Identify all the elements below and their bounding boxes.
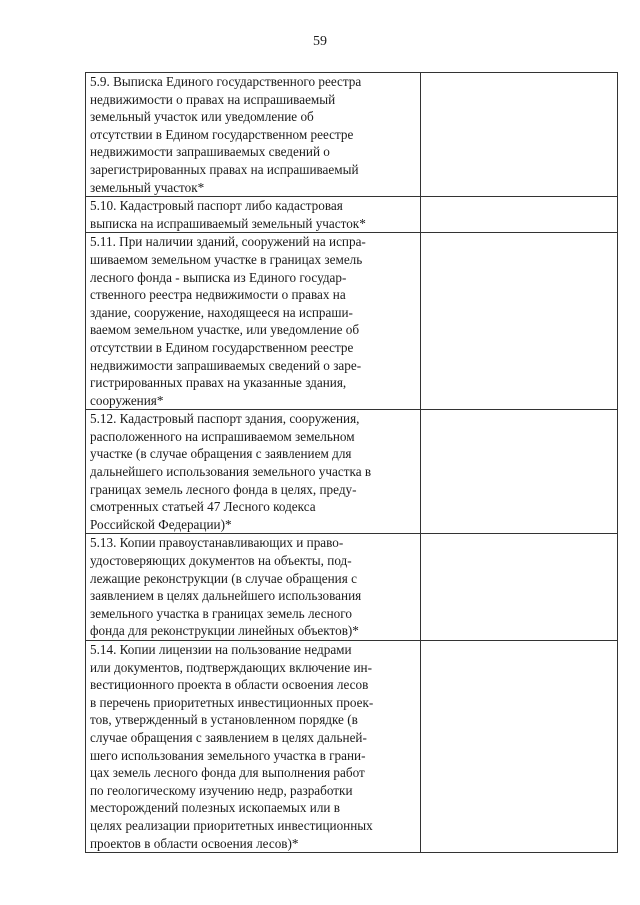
text-line: расположенного на испрашиваемом земельном: [90, 428, 355, 444]
table-row: [86, 641, 618, 853]
text-line: фонда для реконструкции линейных объектов)*: [90, 623, 359, 639]
text-line: зарегистрированных правах на испрашиваемый: [90, 161, 359, 177]
text-line: сооружения*: [90, 392, 164, 408]
text-line: земельного участка в границах земель лесного: [90, 605, 352, 621]
text-line: недвижимости о правах на испрашиваемый: [90, 91, 336, 107]
text-line: выписка на испрашиваемый земельный участок*: [90, 215, 366, 231]
text-line: 5.9. Выписка Единого государственного реестра: [90, 74, 362, 89]
text-line: 5.12. Кадастровый паспорт здания, сооружения,: [90, 411, 360, 427]
text-line: тов, утвержденный в установленном порядке (в: [90, 712, 358, 728]
text-line: шего использования земельного участка в грани-: [90, 747, 366, 763]
text-line: 5.10. Кадастровый паспорт либо кадастровая: [90, 198, 343, 214]
text-line: смотренных статьей 47 Лесного кодекса: [90, 499, 316, 515]
text-line: в перечень приоритетных инвестиционных проек-: [90, 694, 374, 710]
item-text-cell: [86, 534, 421, 641]
empty-value-cell: [421, 534, 618, 641]
item-text-cell: [86, 641, 421, 853]
text-line: удостоверяющих документов на объекты, под-: [90, 553, 352, 569]
text-line: вестиционного проекта в области освоения лесов: [90, 677, 369, 693]
empty-value-cell: [421, 641, 618, 853]
text-line: 5.14. Копии лицензии на пользование недрами: [90, 642, 352, 657]
text-line: шиваемом земельном участке в границах земель: [90, 251, 363, 267]
text-line: проектов в области освоения лесов)*: [90, 835, 299, 851]
text-line: недвижимости запрашиваемых сведений о: [90, 144, 330, 160]
text-line: лежащие реконструкции (в случае обращения с: [90, 570, 357, 586]
document-table: [85, 72, 618, 853]
text-line: гистрированных правах на указанные здания,: [90, 375, 347, 391]
text-line: месторождений полезных ископаемых или в: [90, 800, 340, 816]
text-line: 5.13. Копии правоустанавливающих и право-: [90, 535, 344, 551]
text-line: случае обращения с заявлением в целях дальней-: [90, 729, 367, 745]
text-line: цах земель лесного фонда для выполнения работ: [90, 765, 365, 781]
text-line: земельный участок или уведомление об: [90, 109, 314, 125]
item-text-cell: [86, 233, 421, 410]
table-row: [86, 73, 618, 197]
text-line: ственного реестра недвижимости о правах на: [90, 287, 346, 303]
text-line: отсутствии в Едином государственном реестре: [90, 339, 354, 355]
text-line: ваемом земельном участке, или уведомление об: [90, 322, 360, 338]
page-number: 59: [313, 34, 327, 49]
text-line: земельный участок*: [90, 179, 205, 195]
empty-value-cell: [421, 73, 618, 197]
text-line: участке (в случае обращения с заявлением для: [90, 446, 352, 462]
table-row: [86, 534, 618, 641]
item-text-cell: [86, 410, 421, 534]
text-line: отсутствии в Едином государственном реестре: [90, 126, 354, 142]
text-line: недвижимости запрашиваемых сведений о заре-: [90, 357, 362, 373]
text-line: по геологическому изучению недр, разработки: [90, 782, 353, 798]
text-line: дальнейшего использования земельного участка в: [90, 464, 372, 480]
text-line: или документов, подтверждающих включение ин-: [90, 659, 372, 675]
text-line: лесного фонда - выписка из Единого государ-: [90, 269, 347, 285]
text-line: границах земель лесного фонда в целях, преду-: [90, 481, 357, 497]
empty-value-cell: [421, 233, 618, 410]
text-line: здание, сооружение, находящееся на испраши-: [90, 304, 353, 320]
text-line: Российской Федерации)*: [90, 516, 232, 532]
table-row: [86, 197, 618, 233]
empty-value-cell: [421, 197, 618, 233]
table-row: [86, 410, 618, 534]
text-line: заявлением в целях дальнейшего использования: [90, 588, 362, 604]
item-text-cell: [86, 73, 421, 197]
item-text-cell: [86, 197, 421, 233]
text-line: 5.11. При наличии зданий, сооружений на испра-: [90, 234, 366, 250]
empty-value-cell: [421, 410, 618, 534]
text-line: целях реализации приоритетных инвестиционных: [90, 817, 373, 833]
table-row: [86, 233, 618, 410]
